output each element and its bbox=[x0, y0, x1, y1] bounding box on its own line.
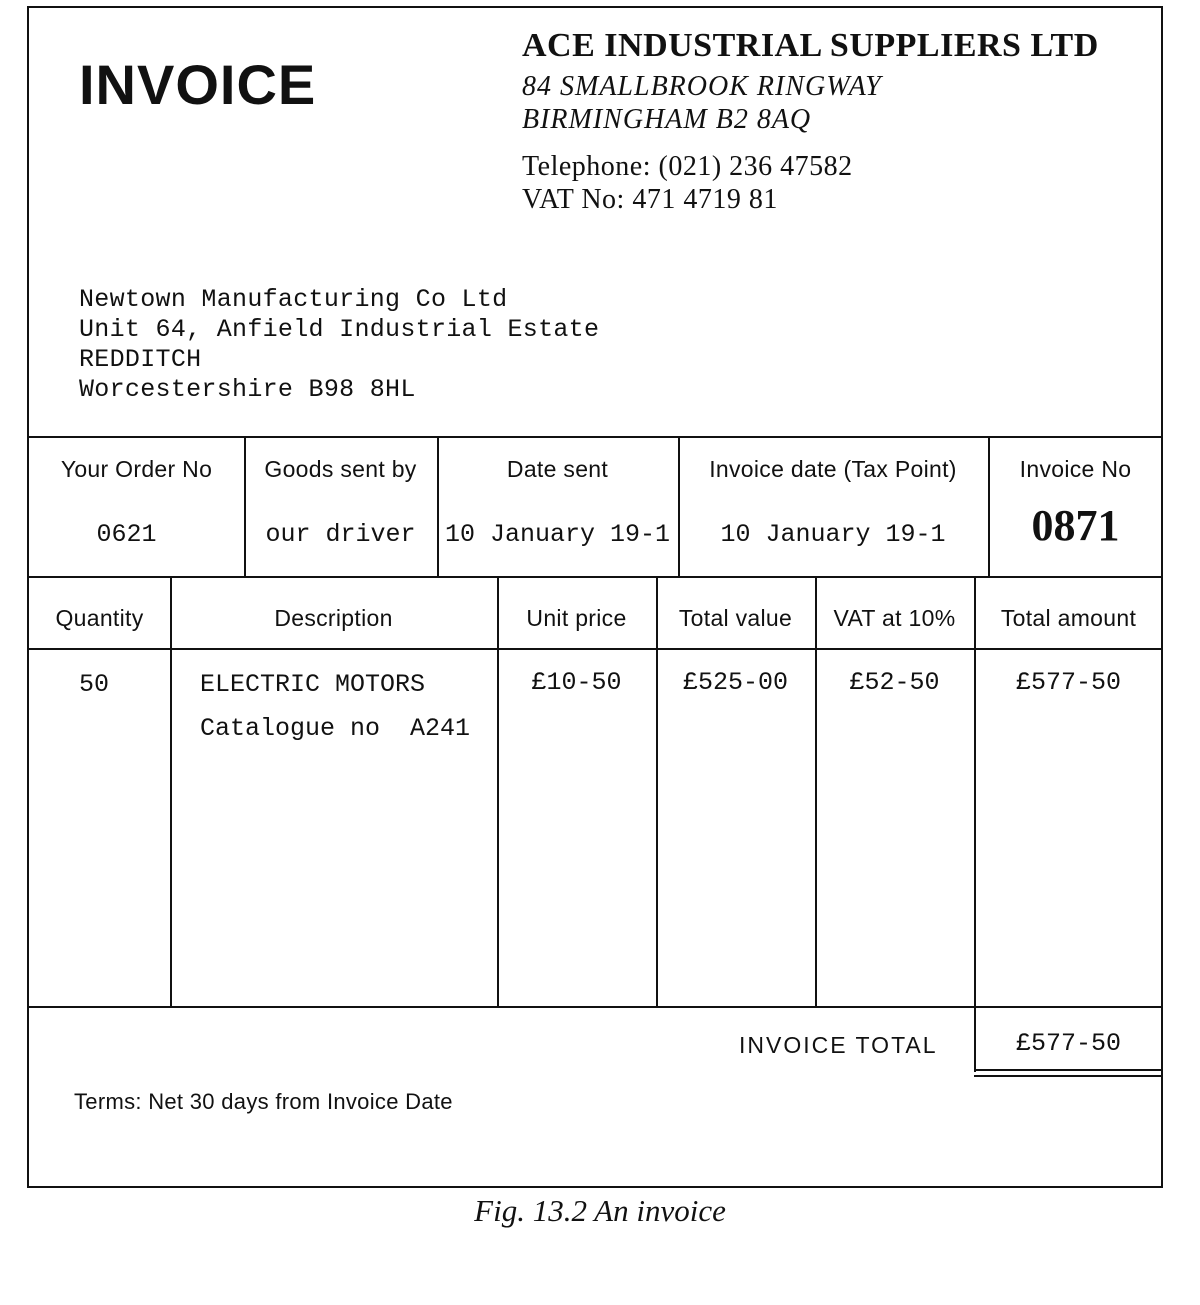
divider bbox=[170, 578, 172, 1006]
customer-address-line2: Unit 64, Anfield Industrial Estate bbox=[79, 315, 600, 344]
row-quantity: 50 bbox=[79, 670, 110, 699]
date-sent-value: 10 January 19-1 bbox=[444, 520, 671, 549]
total-underline bbox=[974, 1069, 1163, 1071]
payment-terms: Terms: Net 30 days from Invoice Date bbox=[74, 1089, 453, 1114]
customer-county-postcode: Worcestershire B98 8HL bbox=[79, 375, 416, 404]
row-vat: £52-50 bbox=[849, 668, 940, 697]
date-sent-label: Date sent bbox=[506, 456, 609, 482]
supplier-telephone: Telephone: (021) 236 47582 bbox=[522, 151, 853, 182]
invoice-total-label: INVOICE TOTAL bbox=[739, 1032, 938, 1058]
divider bbox=[29, 436, 1161, 438]
row-catalogue-number: Catalogue no A241 bbox=[200, 714, 471, 743]
row-unit-price: £10-50 bbox=[531, 668, 622, 697]
divider bbox=[497, 578, 499, 1006]
supplier-name: ACE INDUSTRIAL SUPPLIERS LTD bbox=[522, 27, 1099, 64]
divider bbox=[29, 576, 1161, 578]
order-no-value: 0621 bbox=[96, 520, 157, 549]
total-double-underline bbox=[974, 1075, 1163, 1077]
sent-by-label: Goods sent by bbox=[264, 456, 417, 482]
divider bbox=[29, 648, 1161, 650]
invoice-no-value: 0871 bbox=[1031, 501, 1120, 550]
divider bbox=[29, 1006, 1161, 1008]
column-header-total-value: Total value bbox=[678, 605, 793, 631]
row-total-amount: £577-50 bbox=[1015, 668, 1122, 697]
invoice-total-value: £577-50 bbox=[1015, 1029, 1122, 1058]
invoice-title: INVOICE bbox=[79, 53, 317, 116]
divider bbox=[974, 578, 976, 1006]
column-header-total-amount: Total amount bbox=[1000, 605, 1137, 631]
customer-name: Newtown Manufacturing Co Ltd bbox=[79, 285, 508, 314]
invoice-date-label: Invoice date (Tax Point) bbox=[709, 456, 957, 482]
invoice-no-label: Invoice No bbox=[1019, 456, 1132, 482]
column-header-unit-price: Unit price bbox=[526, 605, 627, 631]
invoice-document bbox=[27, 6, 1163, 1188]
customer-town: REDDITCH bbox=[79, 345, 202, 374]
column-header-vat: VAT at 10% bbox=[833, 605, 956, 631]
divider bbox=[815, 578, 817, 1006]
row-description: ELECTRIC MOTORS bbox=[200, 670, 426, 699]
supplier-vat-number: VAT No: 471 4719 81 bbox=[522, 184, 778, 215]
figure-caption: Fig. 13.2 An invoice bbox=[474, 1193, 726, 1228]
row-total-value: £525-00 bbox=[682, 668, 789, 697]
column-header-quantity: Quantity bbox=[55, 605, 144, 631]
sent-by-value: our driver bbox=[265, 520, 416, 549]
invoice-date-value: 10 January 19-1 bbox=[720, 520, 946, 549]
supplier-address-line1: 84 SMALLBROOK RINGWAY bbox=[522, 71, 882, 102]
order-no-label: Your Order No bbox=[60, 456, 213, 482]
divider bbox=[656, 578, 658, 1006]
column-header-description: Description bbox=[274, 605, 393, 631]
supplier-address-line2: BIRMINGHAM B2 8AQ bbox=[522, 104, 812, 135]
